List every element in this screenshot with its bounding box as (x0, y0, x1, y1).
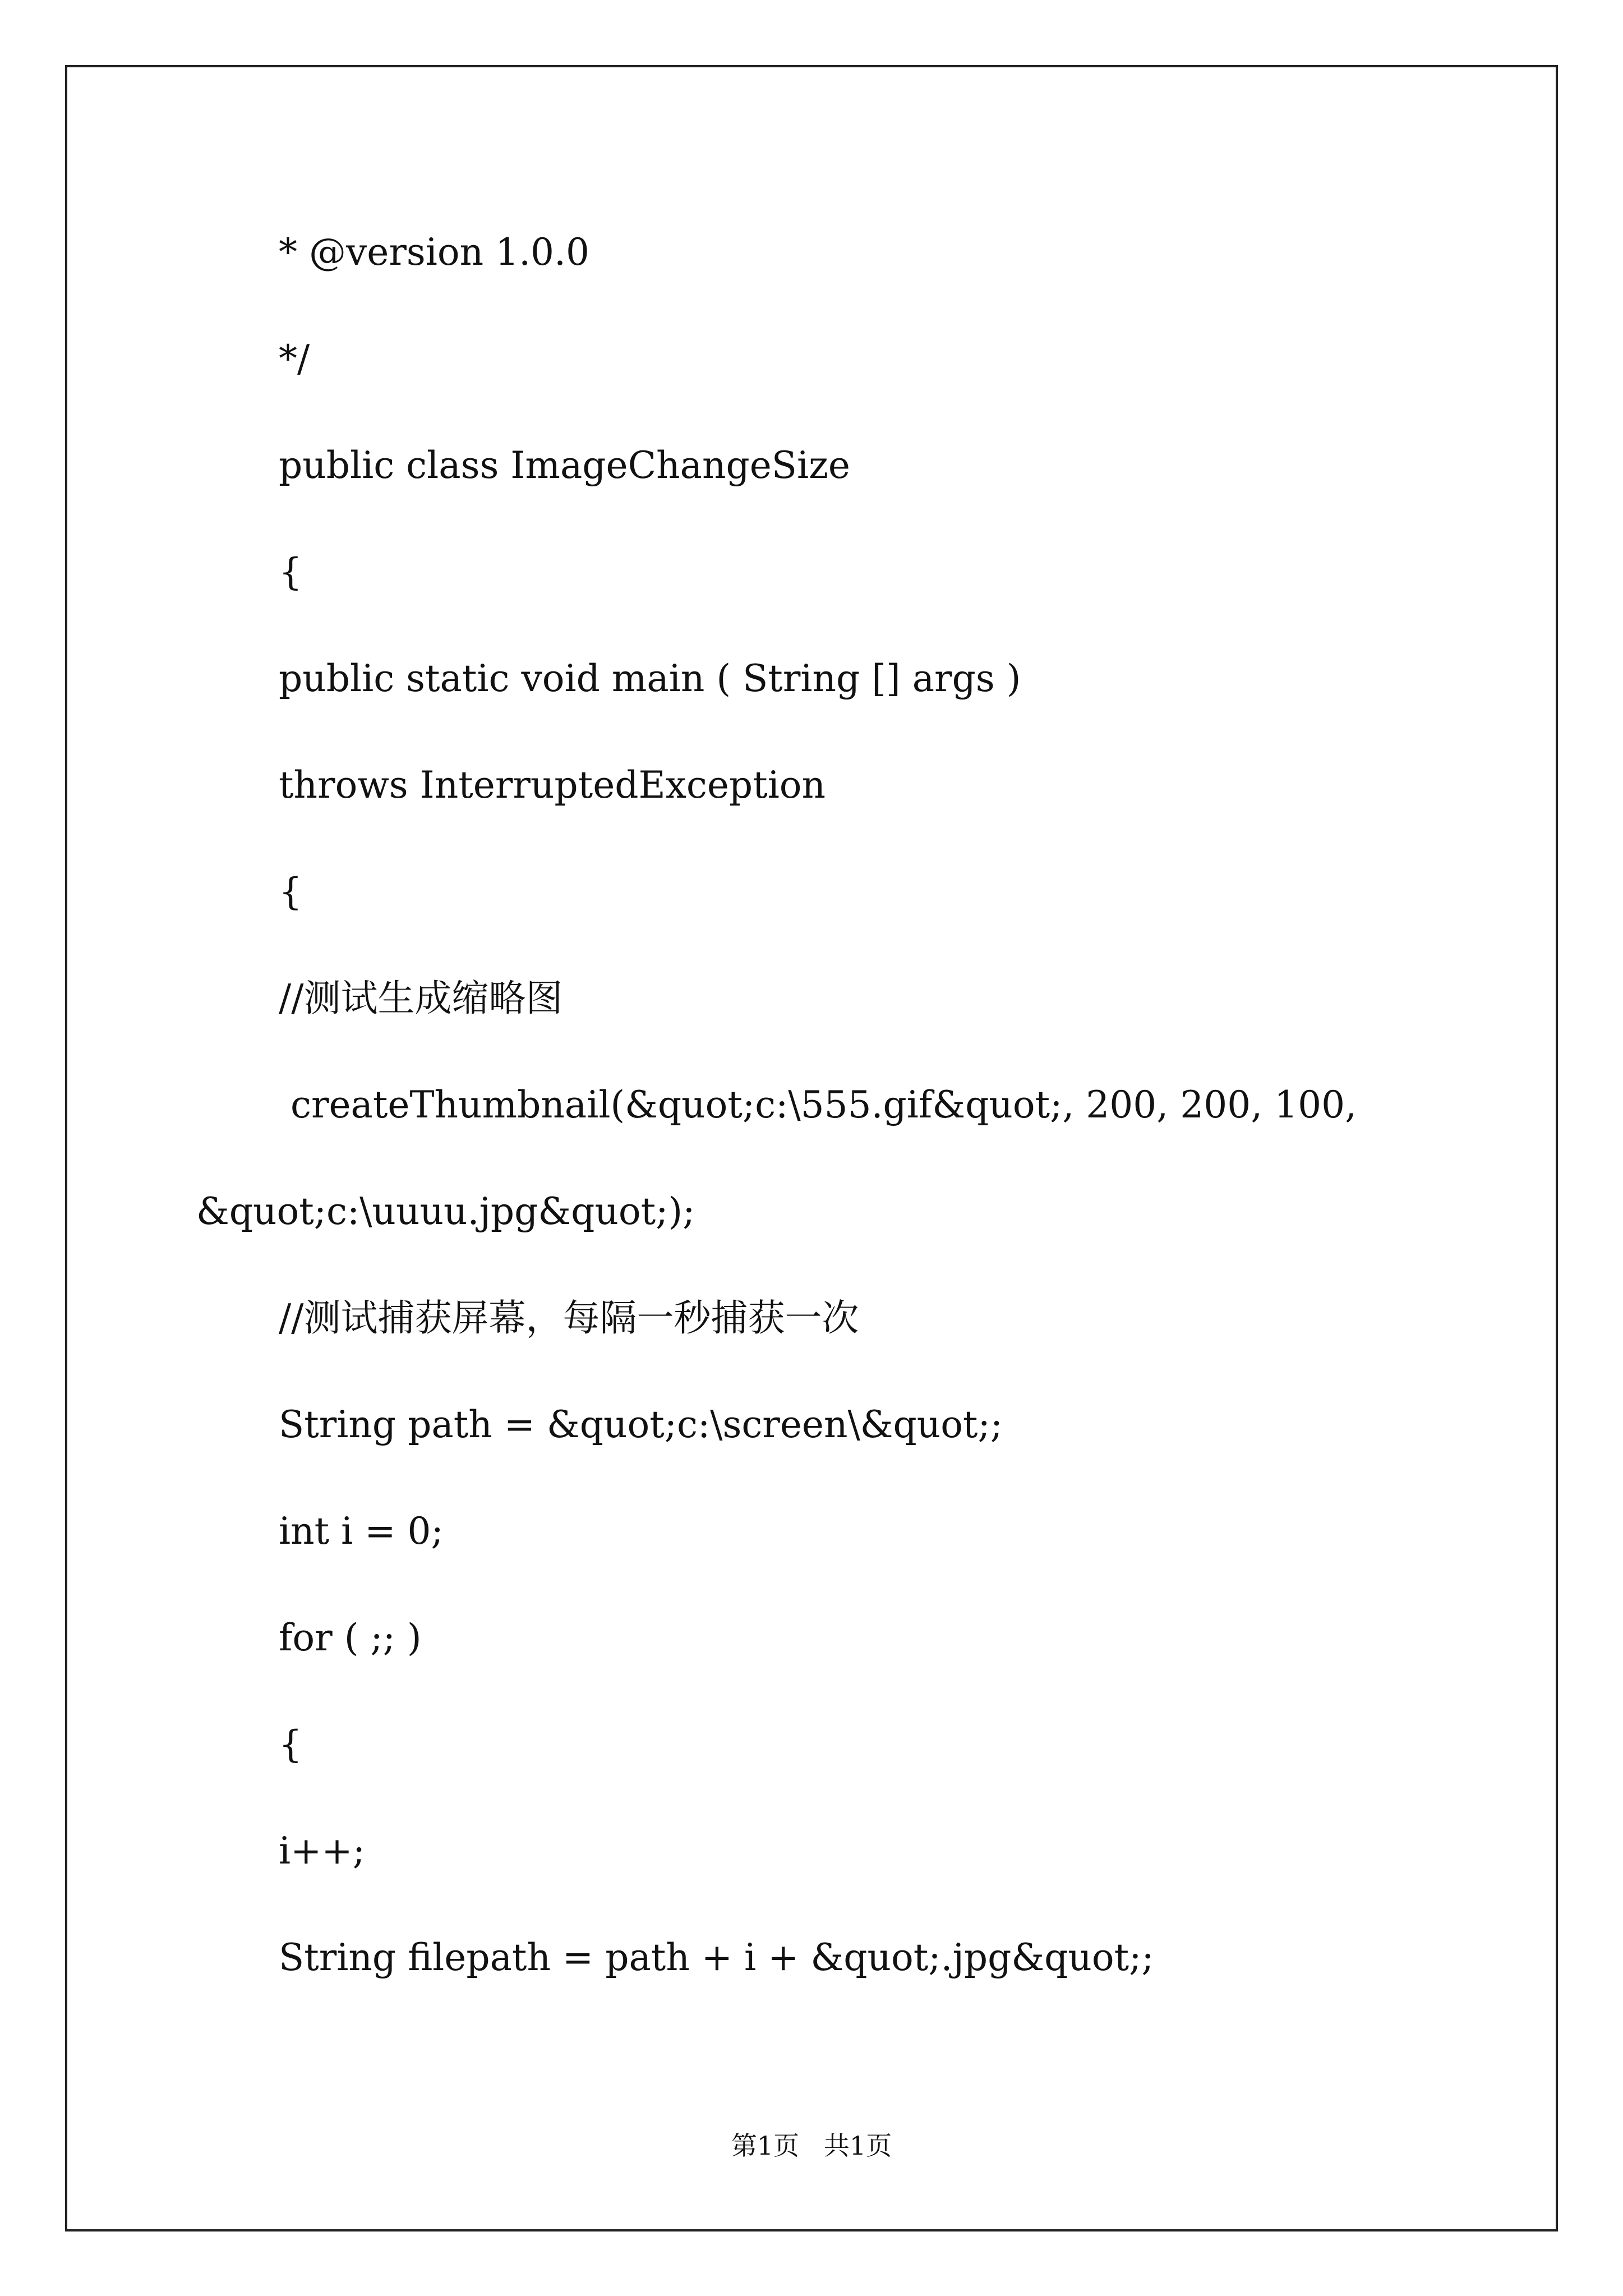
code-line: int i = 0; (279, 1510, 444, 1553)
code-line: * @version 1.0.0 (279, 231, 590, 274)
code-line: for ( ;; ) (279, 1616, 422, 1659)
code-line: i++; (279, 1829, 365, 1872)
code-line: public static void main ( String [] args ) (279, 657, 1021, 700)
code-line: throws InterruptedException (279, 763, 826, 807)
code-line: //测试捕获屏幕，每隔一秒捕获一次 (279, 1296, 859, 1340)
code-line: { (279, 1723, 302, 1766)
code-line: { (279, 870, 302, 913)
code-line: { (279, 550, 302, 593)
code-line: &quot;c:\uuuu.jpg&quot;); (196, 1190, 695, 1233)
page-footer: 第1页 共1页 (731, 2131, 892, 2161)
code-line: String filepath = path + i + &quot;.jpg&quot;; (279, 1936, 1154, 1979)
page-border (65, 65, 1558, 2231)
code-line: String path = &quot;c:\screen\&quot;; (279, 1403, 1003, 1446)
code-line: */ (279, 337, 310, 380)
code-line: createThumbnail(&quot;c:\555.gif&quot;, 200, 200, 100, (279, 1083, 1357, 1126)
code-line: //测试生成缩略图 (279, 977, 563, 1020)
code-line: public class ImageChangeSize (279, 444, 850, 487)
